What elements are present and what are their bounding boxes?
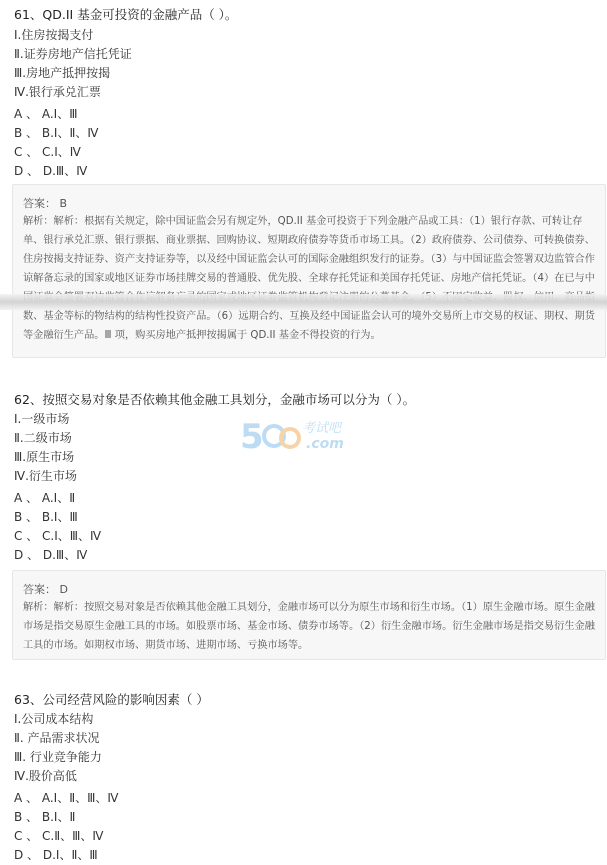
question-62-item-2: Ⅱ.二级市场: [14, 431, 72, 445]
question-62-item-4: Ⅳ.衍生市场: [14, 469, 77, 483]
question-61-option-d[interactable]: D 、 D.Ⅲ、Ⅳ: [14, 164, 88, 178]
question-62-option-d[interactable]: D 、 D.Ⅲ、Ⅳ: [14, 548, 88, 562]
question-63-item-1: Ⅰ.公司成本结构: [14, 712, 94, 726]
question-61-title: 61、QD.II 基金可投资的金融产品（ ）。: [14, 7, 238, 22]
question-63-title: 63、公司经营风险的影响因素（ ）: [14, 692, 209, 707]
question-61-item-2: Ⅱ.证券房地产信托凭证: [14, 47, 132, 61]
question-61-option-a[interactable]: A 、 A.Ⅰ、Ⅲ: [14, 107, 78, 121]
watermark-domain: .com: [306, 436, 344, 452]
question-62-analysis: 解析：解析：按照交易对象是否依赖其他金融工具划分，金融市场可以分为原生市场和衍生市场。（1）原生金融市场。原生金融市场是指交易原生金融工具的市场。如股票市场、基金市场、债券市场等。（2）衍生金融市场。衍生金融市场是指交易衍生金融工具的市场。如期权市场、期货市场、进期市场、亏换市场等。: [23, 602, 595, 651]
question-62-option-c[interactable]: C 、 C.Ⅰ、Ⅲ、Ⅳ: [14, 529, 102, 543]
question-63-option-d[interactable]: D 、 D.Ⅰ、Ⅱ、Ⅲ: [14, 848, 98, 862]
watermark-text: 考试吧: [302, 421, 342, 436]
watermark-number: 5: [240, 417, 264, 456]
question-63-option-a[interactable]: A 、 A.Ⅰ、Ⅱ、Ⅲ、Ⅳ: [14, 791, 119, 805]
question-62-title: 62、按照交易对象是否依赖其他金融工具划分，金融市场可以分为（ ）。: [14, 392, 416, 407]
question-63-item-2: Ⅱ. 产品需求状况: [14, 731, 100, 745]
question-63-item-3: Ⅲ. 行业竞争能力: [14, 750, 102, 764]
question-63-option-b[interactable]: B 、 B.Ⅰ、Ⅱ: [14, 810, 76, 824]
question-61-item-4: Ⅳ.银行承兑汇票: [14, 85, 101, 99]
question-61-item-3: Ⅲ.房地产抵押按揭: [14, 66, 111, 80]
question-62-answer: 答案： D: [23, 583, 68, 596]
question-61-item-1: Ⅰ.住房按揭支付: [14, 28, 94, 42]
question-61-analysis: 解析：解析：根据有关规定，除中国证监会另有规定外，QD.II 基金可投资于下列金融产品或工具：（1）银行存款、可转让存单、银行承兑汇票、银行票据、商业票据、回购协议、短期政府债券等货币市场工具。（2）政府债券、公司债券、可转换债券、住房按揭支持证券、资产支持证券等，以及经中国证监会认可的国际金融组织发行的证券。（3）与中国证监会签署双边监管合作谅解备忘录的国家或地区证券市场挂牌交易的普通股、优先股、全球存托凭证和美国存托凭证、房地产信托凭证。（4）在已与中 数、基金等标的物结构的结构性投资产品。（6）远期合约、互换及经中国证监会认可的境外交易所上市交易的权证、期权、期货等金融衍生产品。Ⅲ 项，购买房地产抵押按揭属于 QD.II 基金不得投资的行为。: [23, 216, 595, 341]
question-62-answer-box: [12, 570, 606, 660]
question-61-option-c[interactable]: C 、 C.Ⅰ、Ⅳ: [14, 145, 81, 159]
question-63-item-4: Ⅳ.股价高低: [14, 769, 77, 783]
question-62-option-b[interactable]: B 、 B.Ⅰ、Ⅲ: [14, 510, 78, 524]
question-61-answer: 答案： B: [23, 197, 68, 210]
question-62-item-1: Ⅰ.一级市场: [14, 412, 70, 426]
question-62-item-3: Ⅲ.原生市场: [14, 450, 75, 464]
question-61-answer-box: [12, 184, 606, 358]
scan-band-artifact: [0, 294, 607, 310]
question-61-option-b[interactable]: B 、 B.Ⅰ、Ⅱ、Ⅳ: [14, 126, 99, 140]
question-62-option-a[interactable]: A 、 A.Ⅰ、Ⅱ: [14, 491, 76, 505]
exam8-logo-watermark: [238, 412, 366, 456]
question-63-option-c[interactable]: C 、 C.Ⅱ、Ⅲ、Ⅳ: [14, 829, 104, 843]
